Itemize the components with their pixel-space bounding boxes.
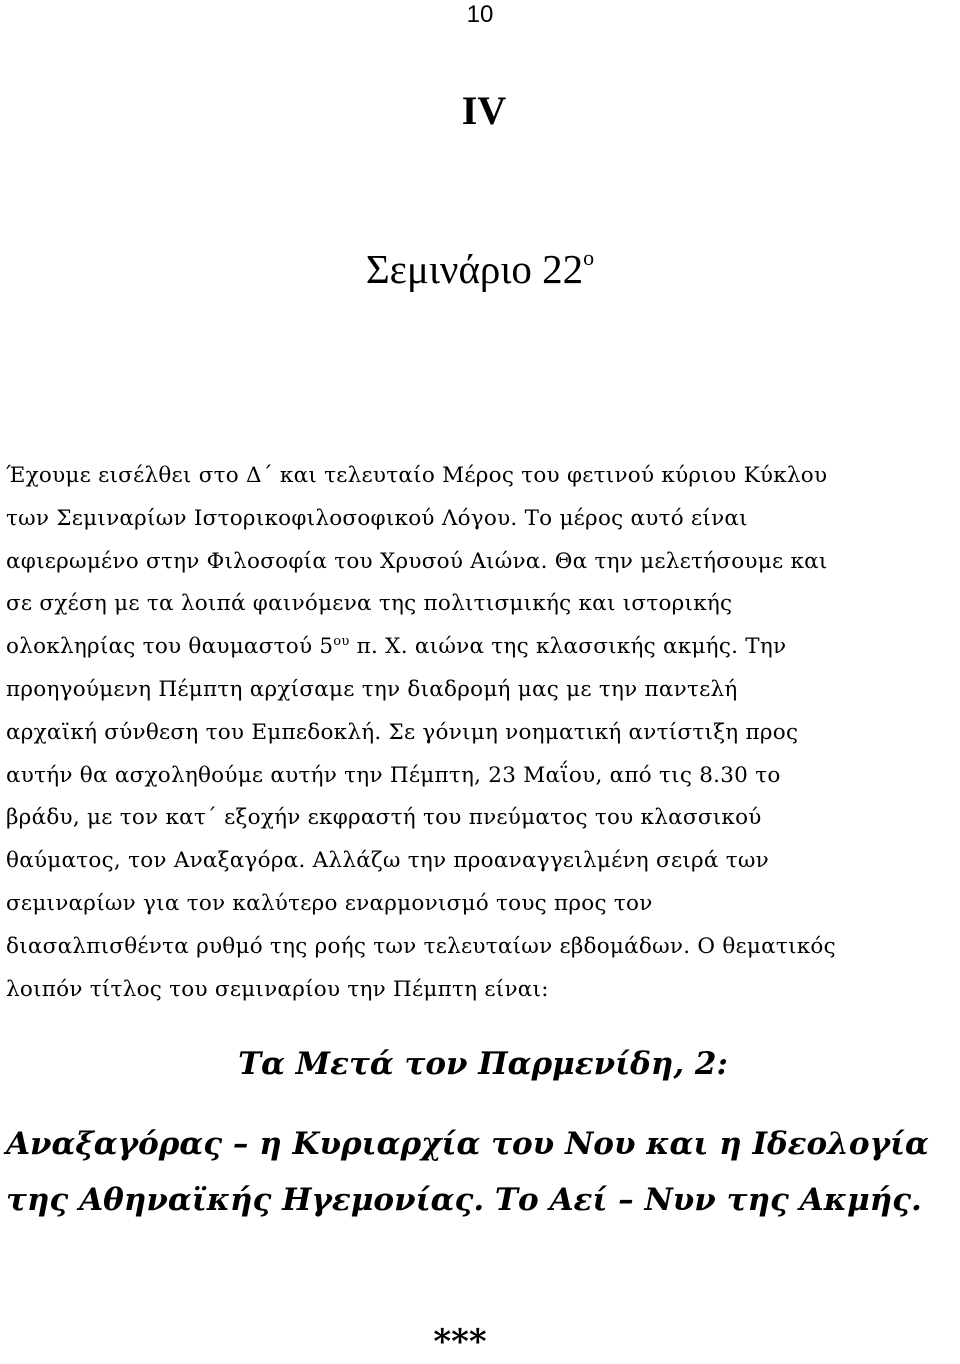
body-line: σεμιναρίων για τον καλύτερο εναρμονισμό τους προς τον	[6, 890, 653, 916]
lecture-title-line: της Αθηναϊκής Ηγεμονίας. Το Αεί – Νυν της Ακμής.	[6, 1182, 922, 1218]
body-line: βράδυ, με τον κατ΄ εξοχήν εκφραστή του πνεύματος του κλασσικού	[6, 805, 762, 831]
seminar-title	[0, 244, 960, 294]
body-line: των Σεμιναρίων Ιστορικοφιλοσοφικού Λόγου. Το μέρος αυτό είναι	[6, 505, 748, 531]
lecture-title-line: Αναξαγόρας – η Κυριαρχία του Νου και η Ιδεολογία	[6, 1126, 929, 1162]
body-paragraph	[6, 455, 956, 1011]
body-line: διασαλπισθέντα ρυθμό της ροής των τελευταίων εβδομάδων. Ο θεματικός	[6, 933, 836, 959]
part-heading: IV	[461, 88, 507, 133]
body-line: αυτήν θα ασχοληθούμε αυτήν την Πέμπτη, 23 Μαΐου, από τις 8.30 το	[6, 762, 781, 788]
body-line: λοιπόν τίτλος του σεμιναρίου την Πέμπτη είναι:	[6, 976, 549, 1002]
body-line: Έχουμε εισέλθει στο Δ΄ και τελευταίο Μέρος του φετινού κύριου Κύκλου	[6, 463, 828, 488]
page-number: 10	[466, 1, 494, 28]
body-line: προηγούμενη Πέμπτη αρχίσαμε την διαδρομή μας με την παντελή	[6, 676, 738, 702]
body-line: θαύματος, τον Αναξαγόρα. Αλλάζω την προαναγγειλμένη σειρά των	[6, 848, 770, 874]
lecture-title	[6, 1040, 956, 1228]
body-line: αρχαϊκή σύνθεση του Εμπεδοκλή. Σε γόνιμη νοηματική αντίστιξη προς	[6, 719, 799, 745]
body-line: σε σχέση με τα λοιπά φαινόμενα της πολιτισμικής και ιστορικής	[6, 591, 733, 617]
body-line	[6, 626, 956, 669]
lecture-title-line: Τα Μετά τον Παρμενίδη, 2:	[238, 1046, 728, 1082]
body-line-text: π. Χ. αιώνα της κλασσικής ακμής. Την	[349, 634, 787, 660]
seminar-title-superscript: ο	[583, 245, 595, 270]
body-line-text: ολοκληρίας του θαυμαστού 5	[6, 634, 334, 660]
seminar-title-text: Σεμινάριο 22	[365, 246, 584, 292]
section-separator: ***	[433, 1322, 487, 1362]
body-line-superscript: ου	[333, 634, 350, 650]
body-line: αφιερωμένο στην Φιλοσοφία του Χρυσού Αιώνα. Θα την μελετήσουμε και	[6, 548, 828, 574]
